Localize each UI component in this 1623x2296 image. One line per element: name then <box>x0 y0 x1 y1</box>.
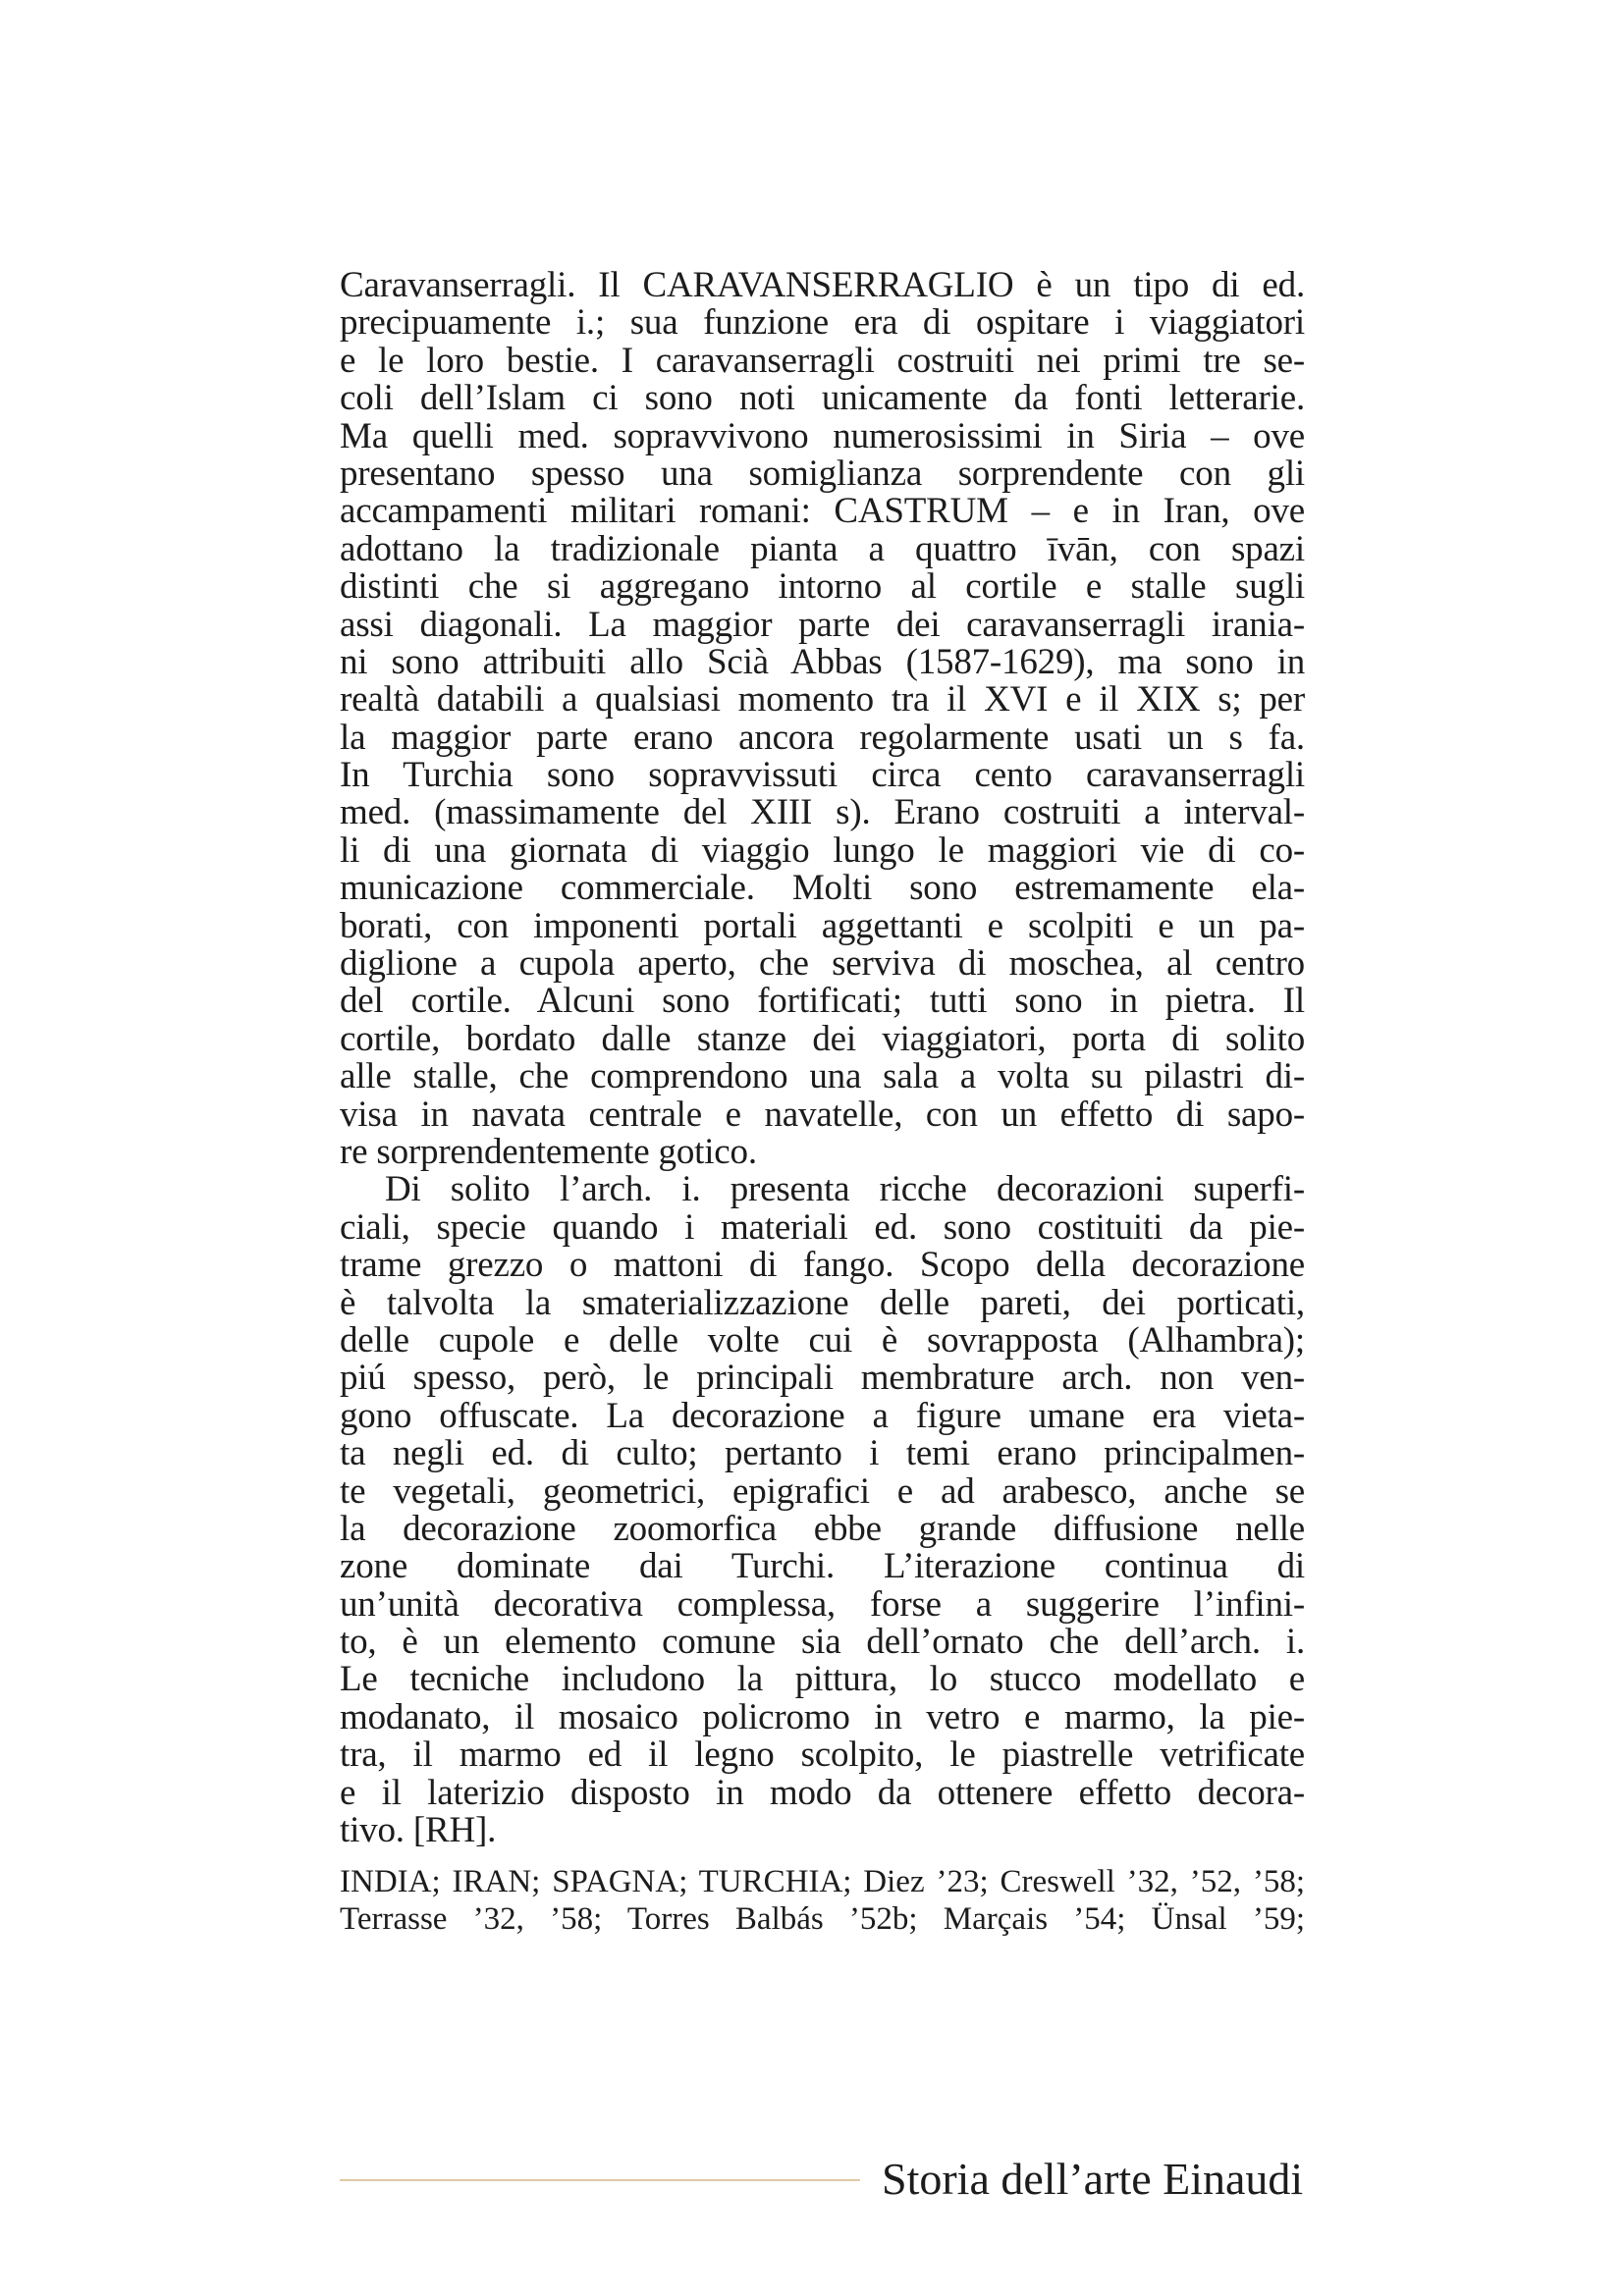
text-line: è talvolta la smaterializzazione delle pareti, dei porticati, <box>340 1282 1305 1323</box>
text-line: accampamenti militari romani: CASTRUM – e in Iran, ove <box>340 491 1305 532</box>
text-line: coli dell’Islam ci sono noti unicamente da fonti letterarie. <box>340 378 1305 419</box>
text-line: te vegetali, geometrici, epigrafici e ad arabesco, anche se <box>340 1470 1305 1512</box>
text-line: un’unità decorativa complessa, forse a suggerire l’infini- <box>340 1583 1305 1625</box>
text-line: re sorprendentemente gotico. <box>340 1131 757 1172</box>
text-line: to, è un elemento comune sia dell’ornato che dell’arch. i. <box>340 1622 1305 1663</box>
text-line: realtà databili a qualsiasi momento tra il XVI e il XIX s; per <box>340 679 1305 721</box>
footer-title: Storia dell’arte Einaudi <box>882 2154 1304 2204</box>
bibliography-references <box>340 1863 1305 1938</box>
text-line: presentano spesso una somiglianza sorprendente con gli <box>340 453 1305 494</box>
text-line: Ma quelli med. sopravvivono numerosissimi in Siria – ove <box>340 415 1305 456</box>
text-line: e le loro bestie. I caravanserragli costruiti nei primi tre se- <box>340 340 1305 381</box>
text-line: ciali, specie quando i materiali ed. sono costituiti da pie- <box>340 1206 1305 1248</box>
text-line: precipuamente i.; sua funzione era di ospitare i viaggiatori <box>340 302 1305 344</box>
text-line: la maggior parte erano ancora regolarmente usati un s fa. <box>340 717 1305 758</box>
footer-rule <box>340 2179 860 2181</box>
text-line: cortile, bordato dalle stanze dei viaggiatori, porta di solito <box>340 1018 1305 1059</box>
text-column <box>340 267 1305 1938</box>
text-line: ta negli ed. di culto; pertanto i temi erano principalmen- <box>340 1433 1305 1474</box>
text-line: assi diagonali. La maggior parte dei caravanserragli irania- <box>340 604 1305 645</box>
text-line: Caravanserragli. Il CARAVANSERRAGLIO è un tipo di ed. <box>340 265 1305 305</box>
text-line: gono offuscate. La decorazione a figure umane era vieta- <box>340 1395 1305 1436</box>
text-line: visa in navata centrale e navatelle, con un effetto di sapo- <box>340 1094 1305 1135</box>
text-line: ni sono attribuiti allo Scià Abbas (1587-1629), ma sono in <box>340 641 1305 682</box>
text-line: del cortile. Alcuni sono fortificati; tutti sono in pietra. Il <box>340 981 1305 1022</box>
text-line: diglione a cupola aperto, che serviva di moschea, al centro <box>340 943 1305 985</box>
text-line: Di solito l’arch. i. presenta ricche decorazioni superfi- <box>385 1169 1305 1210</box>
text-line: alle stalle, che comprendono una sala a volta su pilastri di- <box>340 1056 1305 1097</box>
text-line: tivo. [RH]. <box>340 1810 497 1851</box>
text-line: In Turchia sono sopravvissuti circa cento caravanserragli <box>340 755 1305 796</box>
body-text <box>340 267 1305 1849</box>
text-line: Le tecniche includono la pittura, lo stucco modellato e <box>340 1659 1305 1700</box>
text-line: piú spesso, però, le principali membrature arch. non ven- <box>340 1358 1305 1399</box>
text-line: med. (massimamente del XIII s). Erano costruiti a interval- <box>340 792 1305 833</box>
text-line: tra, il marmo ed il legno scolpito, le piastrelle vetrificate <box>340 1735 1305 1776</box>
text-line: la decorazione zoomorfica ebbe grande diffusione nelle <box>340 1508 1305 1549</box>
text-line: e il laterizio disposto in modo da ottenere effetto decora- <box>340 1772 1305 1813</box>
text-line: trame grezzo o mattoni di fango. Scopo della decorazione <box>340 1245 1305 1286</box>
text-line: distinti che si aggregano intorno al cortile e stalle sugli <box>340 566 1305 608</box>
text-line: modanato, il mosaico policromo in vetro e marmo, la pie- <box>340 1696 1305 1737</box>
text-line: li di una giornata di viaggio lungo le maggiori vie di co- <box>340 829 1305 871</box>
text-line: borati, con imponenti portali aggettanti e scolpiti e un pa- <box>340 905 1305 946</box>
text-line: delle cupole e delle volte cui è sovrapposta (Alhambra); <box>340 1319 1305 1361</box>
reference-line: Terrasse ’32, ’58; Torres Balbás ’52b; Marçais ’54; Ünsal ’59; <box>340 1901 1305 1938</box>
text-line: zone dominate dai Turchi. L’iterazione continua di <box>340 1546 1305 1587</box>
reference-line: INDIA; IRAN; SPAGNA; TURCHIA; Diez ’23; Creswell ’32, ’52, ’58; <box>340 1864 1305 1900</box>
text-line: municazione commerciale. Molti sono estremamente ela- <box>340 868 1305 909</box>
text-line: adottano la tradizionale pianta a quattro īvān, con spazi <box>340 528 1305 569</box>
